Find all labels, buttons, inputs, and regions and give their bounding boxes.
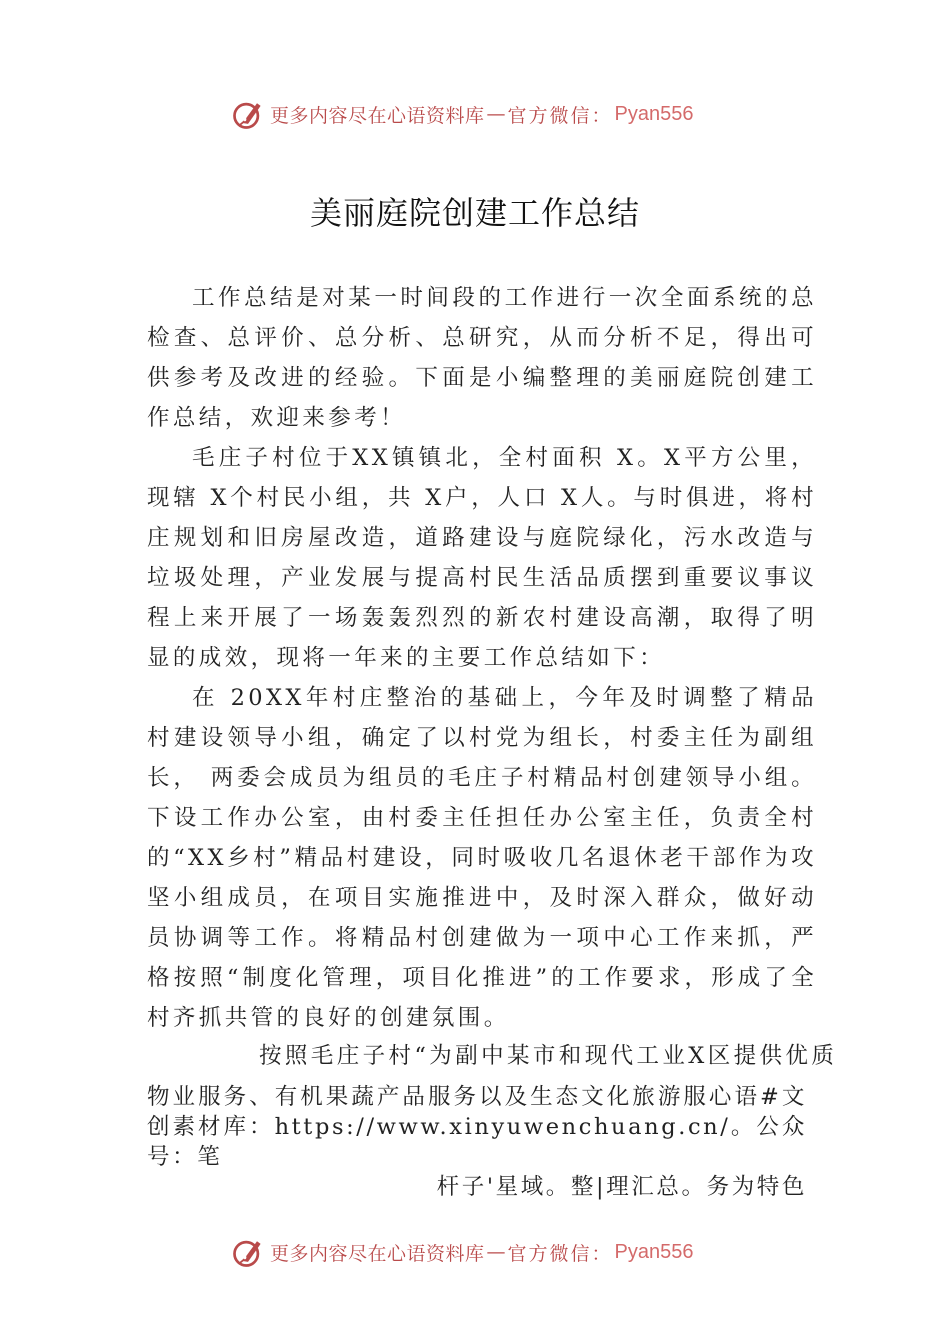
banner-wechat-id: Pyan556 [614,1240,694,1263]
footer-banner [230,1232,750,1272]
tail-line-1: 按照毛庄子村“为副中某市和现代工业X区提供优质 [259,1043,838,1069]
document-tail [147,1036,838,1202]
document-title: 美丽庭院创建工作总结 [309,194,640,232]
banner-wechat-label: 官方微信： [507,104,613,127]
header-banner [230,94,750,134]
pen-nib-logo-icon [230,96,266,132]
banner-dash: — [486,103,506,125]
banner-wechat-label: 官方微信： [507,1242,613,1265]
banner-wechat-id: Pyan556 [614,102,694,125]
banner-dash: — [486,1241,506,1263]
pen-nib-logo-icon [230,1234,266,1270]
document-body [147,278,817,1038]
paragraph-village-overview: 毛庄子村位于XX镇镇北，全村面积 X。X平方公里，现辖 X个村民小组，共 X户，人口 X人。与时俱进，将村庄规划和旧房屋改造，道路建设与庭院绿化，污水改造与垃圾处理，产业发展与提高村民生活品质摆到重要议事议程上来开展了一场轰轰烈烈的新农村建设高潮，取得了明显的成效，现将一年来的主要工作总结如下： [147,445,817,671]
banner-text: 更多内容尽在心语资料库 [270,104,485,127]
paragraph-leadership: 在 20XX年村庄整治的基础上，今年及时调整了精品村建设领导小组，确定了以村党为组长，村委主任为副组长， 两委会成员为组员的毛庄子村精品村创建领导小组。下设工作办公室，由村委主任担任办公室主任，负责全村的“XX乡村”精品村建设，同时吸收几名退休老干部作为攻坚小组成员，在项目实施推进中，及时深入群众，做好动员协调等工作。将精品村创建做为一项中心工作来抓，严格按照“制度化管理，项目化推进”的工作要求，形成了全村齐抓共管的良好的创建氛围。 [147,685,817,1031]
tail-line-3: 杆子'星域。整|理汇总。务为特色 [436,1174,807,1200]
tail-line-2: 物业服务、有机果蔬产品服务以及生态文化旅游服心语#文创素材库：https://www.xinyuwenchuang.cn/。公众号：笔 [147,1084,807,1170]
paragraph-intro: 工作总结是对某一时间段的工作进行一次全面系统的总检查、总评价、总分析、总研究，从而分析不足，得出可供参考及改进的经验。下面是小编整理的美丽庭院创建工作总结，欢迎来参考！ [147,285,817,431]
banner-text: 更多内容尽在心语资料库 [270,1242,485,1265]
